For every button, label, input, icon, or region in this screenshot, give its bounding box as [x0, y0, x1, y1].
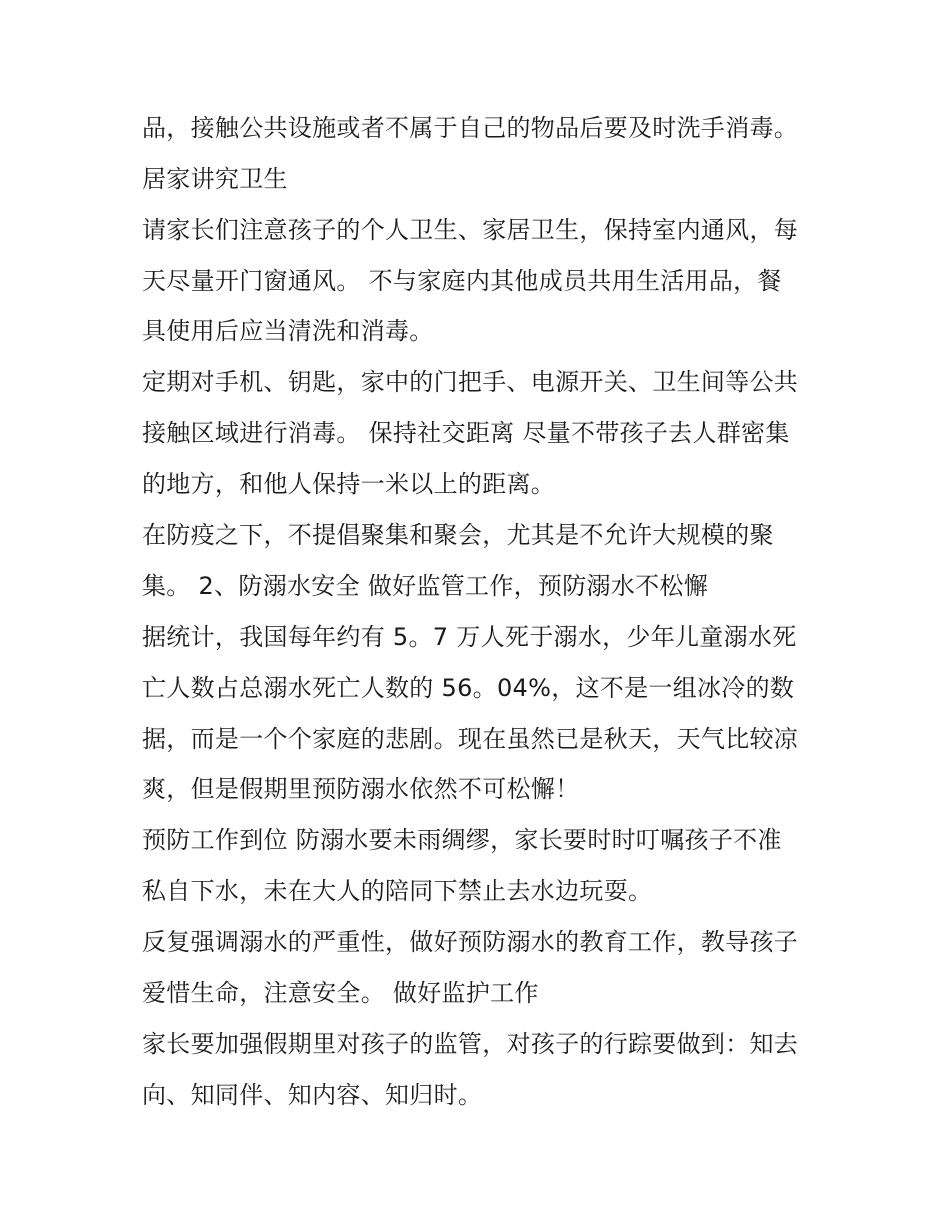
text-line: 爽，但是假期里预防溺水依然不可松懈！ — [142, 775, 580, 803]
text-line: 私自下水，未在大人的陪同下禁止去水边玩耍。 — [142, 877, 653, 905]
text-line: 反复强调溺水的严重性，做好预防溺水的教育工作，教导孩子 — [142, 928, 799, 956]
text-line: 预防工作到位 防溺水要未雨绸缪，家长要时时叮嘱孩子不准 — [142, 826, 782, 854]
text-line: 据统计，我国每年约有 5。7 万人死于溺水，少年儿童溺水死 — [142, 623, 797, 651]
text-line: 具使用后应当清洗和消毒。 — [142, 317, 434, 345]
text-line: 向、知同伴、知内容、知归时。 — [142, 1081, 483, 1109]
text-line: 居家讲究卫生 — [142, 165, 288, 193]
text-line: 爱惜生命，注意安全。 做好监护工作 — [142, 979, 539, 1007]
text-line: 据，而是一个个家庭的悲剧。现在虽然已是秋天，天气比较凉 — [142, 725, 799, 753]
text-line: 家长要加强假期里对孩子的监管，对孩子的行踪要做到：知去 — [142, 1030, 799, 1058]
text-line: 亡人数占总溺水死亡人数的 56。04%，这不是一组冰冷的数 — [142, 674, 795, 702]
text-line: 定期对手机、钥匙，家中的门把手、电源开关、卫生间等公共 — [142, 368, 799, 396]
text-line: 集。 2、防溺水安全 做好监管工作，预防溺水不松懈 — [142, 572, 709, 600]
text-line: 的地方，和他人保持一米以上的距离。 — [142, 470, 556, 498]
text-line: 天尽量开门窗通风。 不与家庭内其他成员共用生活用品，餐 — [142, 267, 782, 295]
text-line: 在防疫之下，不提倡聚集和聚会，尤其是不允许大规模的聚 — [142, 521, 774, 549]
text-line: 接触区域进行消毒。 保持社交距离 尽量不带孩子去人群密集 — [142, 419, 790, 447]
text-line: 请家长们注意孩子的个人卫生、家居卫生，保持室内通风，每 — [142, 216, 799, 244]
text-line: 品，接触公共设施或者不属于自己的物品后要及时洗手消毒。 — [142, 114, 799, 142]
